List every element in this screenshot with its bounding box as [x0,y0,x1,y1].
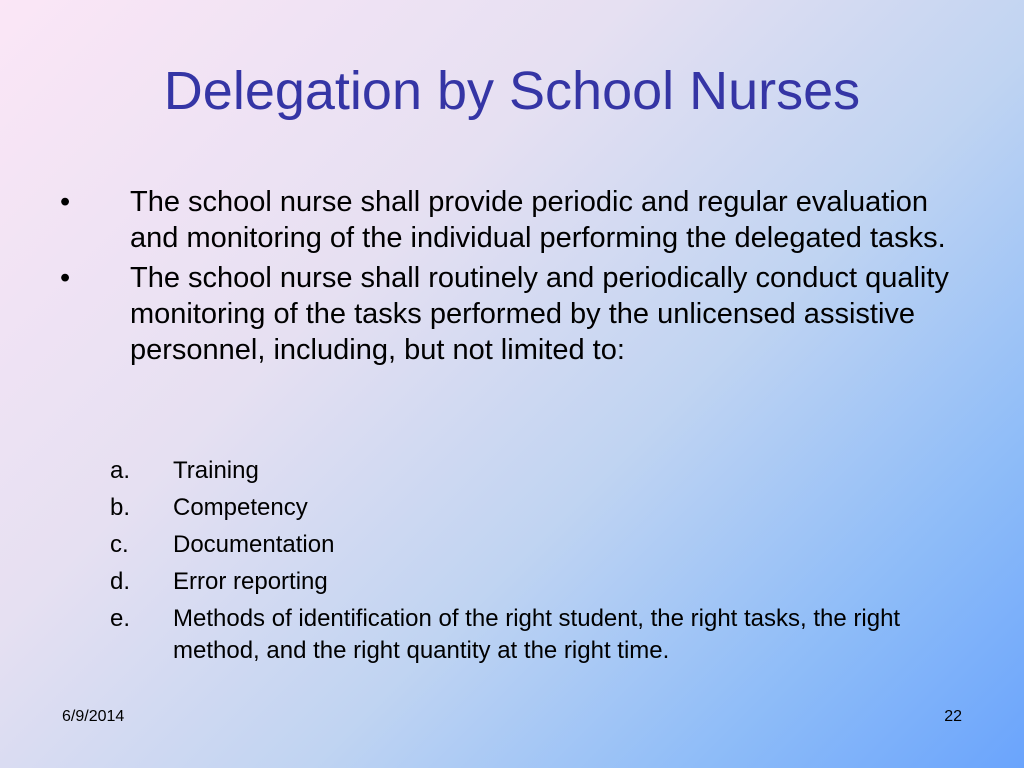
sublist-text: Competency [173,494,308,521]
sublist-item [110,492,930,524]
page-number: 22 [944,708,962,725]
bullet-text: The school nurse shall routinely and periodically conduct quality monitoring of the tasks performed by the unlicensed assistive personnel, including, but not limited to: [130,262,949,366]
bullet-item [60,260,960,368]
footer-date: 6/9/2014 [62,708,125,725]
sublist-marker: c. [110,531,129,558]
sublist-item [110,529,930,561]
sublist-text: Methods of identification of the right student, the right tasks, the right method, and the right quantity at the right time. [173,605,901,664]
sublist-item [110,603,930,667]
bullet-marker: • [60,186,71,218]
sublist-text: Documentation [173,531,335,558]
sublist-marker: e. [110,605,131,632]
sublist-marker: b. [110,494,131,521]
sublist-text: Training [173,457,259,484]
sublist-item [110,566,930,598]
sublist-text: Error reporting [173,568,328,595]
lettered-sublist [110,455,930,672]
sublist-marker: d. [110,568,131,595]
bullet-text: The school nurse shall provide periodic and regular evaluation and monitoring of the individual performing the delegated tasks. [130,186,946,254]
bullet-marker: • [60,262,71,294]
sublist-marker: a. [110,457,131,484]
slide-title: Delegation by School Nurses [163,61,861,121]
bullet-item [60,184,960,256]
sublist-item [110,455,930,487]
bullet-list [60,184,960,372]
